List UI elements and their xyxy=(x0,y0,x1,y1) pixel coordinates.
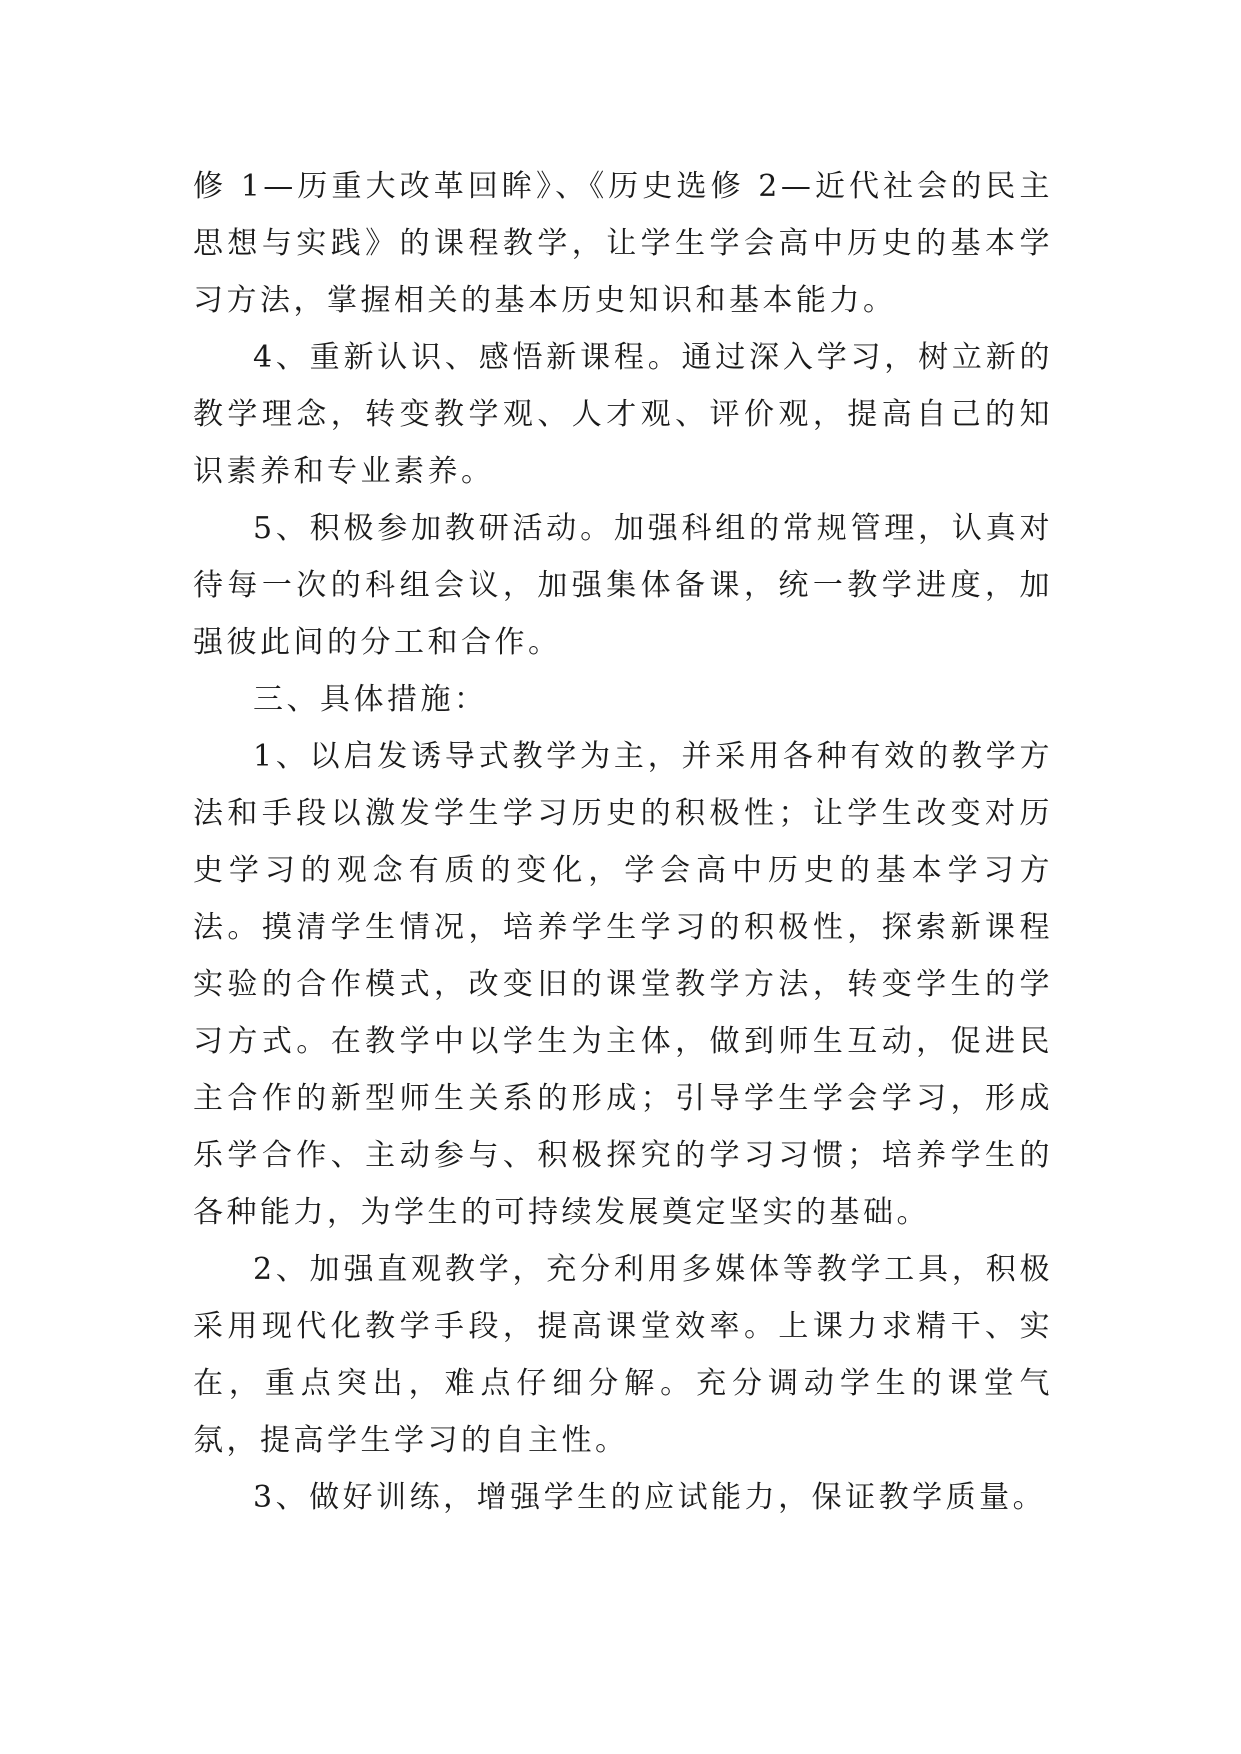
paragraph-measure-3: 3、做好训练，增强学生的应试能力，保证教学质量。 xyxy=(253,1480,1047,1515)
paragraph-measure-2: 2、加强直观教学，充分利用多媒体等教学工具，积极采用现代化教学手段，提高课堂效率。上课力求精干、实在，重点突出，难点仔细分解。充分调动学生的课堂气氛，提高学生学习的自主性。 xyxy=(193,1252,1053,1458)
paragraph-continuation: 修 1—历重大改革回眸》、《历史选修 2—近代社会的民主思想与实践》的课程教学，让学生学会高中历史的基本学习方法，掌握相关的基本历史知识和基本能力。 xyxy=(193,169,1053,318)
paragraph-item-4: 4、重新认识、感悟新课程。通过深入学习，树立新的教学理念，转变教学观、人才观、评价观，提高自己的知识素养和专业素养。 xyxy=(193,340,1053,489)
section-heading-measures: 三、具体措施： xyxy=(253,682,488,717)
paragraph-measure-1: 1、以启发诱导式教学为主，并采用各种有效的教学方法和手段以激发学生学习历史的积极性；让学生改变对历史学习的观念有质的变化，学会高中历史的基本学习方法。摸清学生情况，培养学生学习的积极性，探索新课程实验的合作模式，改变旧的课堂教学方法，转变学生的学习方式。在教学中以学生为主体，做到师生互动，促进民主合作的新型师生关系的形成；引导学生学会学习，形成乐学合作、主动参与、积极探究的学习习惯；培养学生的各种能力，为学生的可持续发展奠定坚实的基础。 xyxy=(193,739,1053,1230)
document-body xyxy=(193,158,1053,1526)
paragraph-item-5: 5、积极参加教研活动。加强科组的常规管理，认真对待每一次的科组会议，加强集体备课，统一教学进度，加强彼此间的分工和合作。 xyxy=(193,511,1053,660)
